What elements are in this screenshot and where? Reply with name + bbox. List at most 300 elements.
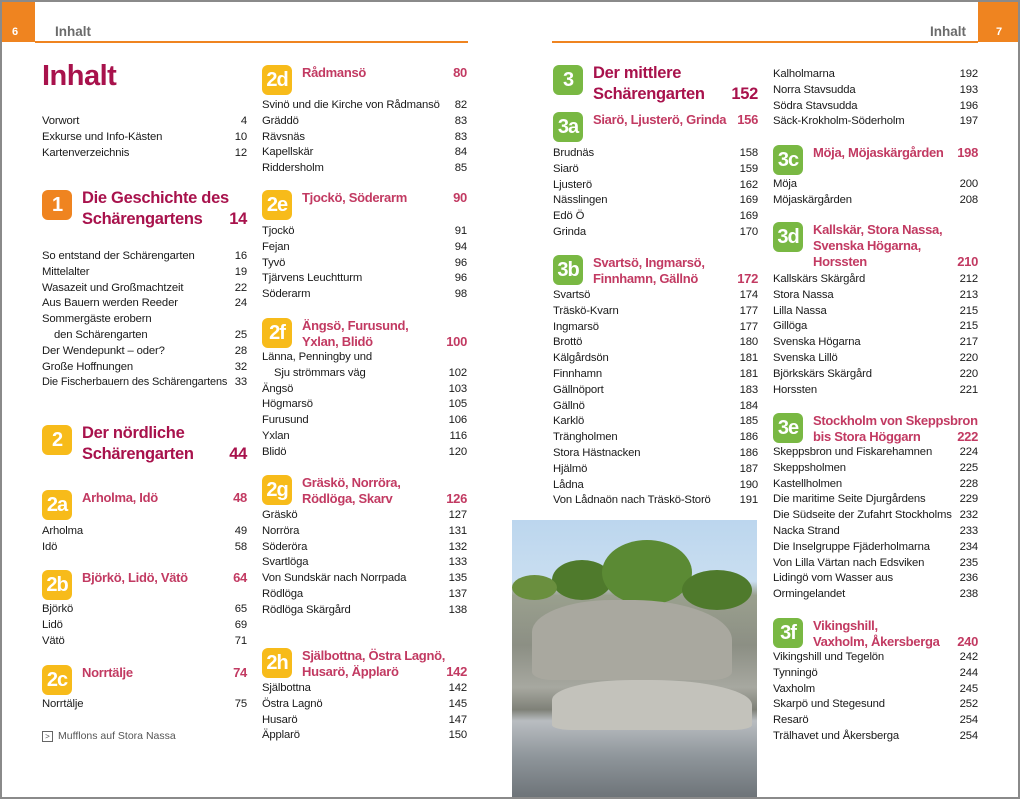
section-heading-line <box>813 145 978 161</box>
section-heading-line <box>813 413 978 429</box>
section-heading-line <box>813 634 978 650</box>
toc-entry[interactable] <box>773 99 978 115</box>
toc-entry[interactable] <box>262 587 467 603</box>
toc-entries <box>262 681 467 744</box>
entry-page: 162 <box>739 178 758 191</box>
toc-entry[interactable] <box>773 351 978 367</box>
toc-entry[interactable] <box>773 556 978 572</box>
entry-page: 225 <box>959 461 978 474</box>
toc-entry[interactable] <box>553 178 758 194</box>
toc-entry[interactable] <box>553 193 758 209</box>
section-title: Björkö, Lidö, Vätö <box>82 570 188 585</box>
entry-label: Von Lådnaön nach Träskö-Storö <box>553 494 711 507</box>
page-number-tab-left <box>0 0 35 42</box>
toc-entry[interactable] <box>773 508 978 524</box>
entry-page: 244 <box>959 666 978 679</box>
entry-page: 220 <box>959 367 978 380</box>
section-title: Ängsö, Furusund, <box>302 318 409 333</box>
entry-page: 158 <box>739 147 758 159</box>
section-page: 142 <box>446 664 467 679</box>
entry-page: 131 <box>448 524 467 537</box>
toc-entry[interactable] <box>553 320 758 336</box>
toc-entry[interactable] <box>262 98 467 114</box>
entry-page: 181 <box>739 367 758 380</box>
entry-page: 83 <box>454 130 467 143</box>
toc-entry[interactable] <box>773 540 978 556</box>
toc-entries <box>262 508 467 619</box>
entry-page: 19 <box>234 265 247 278</box>
toc-entry[interactable] <box>773 697 978 713</box>
section-heading[interactable] <box>82 490 247 506</box>
entry-label: Karklö <box>553 415 585 428</box>
toc-entry[interactable] <box>262 540 467 556</box>
toc-entry[interactable] <box>262 130 467 146</box>
entry-label: Själbottna <box>262 682 311 694</box>
entry-label: Möja <box>773 178 797 190</box>
entry-label: Norröra <box>262 524 300 537</box>
toc-entry[interactable] <box>262 445 467 461</box>
section-badge-1: 1 <box>42 190 72 220</box>
toc-entry[interactable] <box>42 312 247 328</box>
section-heading-line <box>302 318 467 334</box>
toc-entries <box>773 650 978 745</box>
toc-entry[interactable] <box>262 350 467 366</box>
toc-entries <box>773 67 978 130</box>
toc-entry[interactable] <box>262 240 467 256</box>
toc-entry[interactable] <box>773 193 978 209</box>
entry-label: Wasazeit und Großmachtzeit <box>42 281 184 294</box>
section-page: 74 <box>233 665 247 680</box>
entry-label: Gräskö <box>262 509 298 521</box>
entry-page: 102 <box>448 366 467 379</box>
toc-entry[interactable] <box>42 375 247 391</box>
toc-entry[interactable] <box>553 399 758 415</box>
toc-entry[interactable] <box>262 413 467 429</box>
entry-page: 105 <box>448 398 467 411</box>
section-heading[interactable] <box>82 188 247 230</box>
section-page: 240 <box>957 634 978 649</box>
toc-entry[interactable] <box>553 478 758 494</box>
entry-page: 254 <box>959 714 978 727</box>
section-title: Schärengarten <box>82 445 194 463</box>
section-heading[interactable] <box>302 318 467 350</box>
section-title: Finnhamn, Gällnö <box>593 271 698 286</box>
section-title: Rådmansö <box>302 65 367 80</box>
toc-entry[interactable] <box>553 446 758 462</box>
toc-entry[interactable] <box>773 682 978 698</box>
entry-label: Grinda <box>553 225 587 238</box>
entry-page: 32 <box>234 360 247 373</box>
entry-page: 236 <box>959 572 978 585</box>
entry-page: 94 <box>454 240 467 253</box>
toc-entry[interactable] <box>262 382 467 398</box>
toc-entry[interactable] <box>773 383 978 399</box>
entry-page: 193 <box>959 83 978 96</box>
entry-label: Tjärvens Leuchtturm <box>262 272 363 285</box>
entry-label: Lidingö vom Wasser aus <box>773 572 893 585</box>
running-head-right: Inhalt <box>930 24 966 39</box>
entry-page: 133 <box>448 556 467 569</box>
toc-entry[interactable] <box>553 209 758 225</box>
toc-entry[interactable] <box>773 587 978 603</box>
entry-page: 4 <box>240 115 247 127</box>
entry-label: Die maritime Seite Djurgårdens <box>773 493 926 506</box>
entry-page: 98 <box>454 288 467 301</box>
toc-entry[interactable] <box>553 304 758 320</box>
entry-label: Mittelalter <box>42 265 90 278</box>
section-heading-line <box>302 334 467 350</box>
entry-label: Siarö <box>553 162 579 175</box>
section-page: 222 <box>957 429 978 444</box>
toc-entry[interactable] <box>42 114 247 130</box>
toc-entry[interactable] <box>773 461 978 477</box>
section-title: Horssten <box>813 254 867 269</box>
section-heading-line <box>593 255 758 271</box>
toc-entry[interactable] <box>773 571 978 587</box>
toc-entry[interactable] <box>773 114 978 130</box>
toc-entry[interactable] <box>553 335 758 351</box>
section-title: Svenska Högarna, <box>813 238 921 253</box>
entry-label: Finnhamn <box>553 367 603 380</box>
entry-label: Trälhavet und Åkersberga <box>773 729 899 742</box>
toc-entry[interactable] <box>42 296 247 312</box>
toc-entry[interactable] <box>262 697 467 713</box>
toc-entry[interactable] <box>262 603 467 619</box>
entry-page: 190 <box>739 478 758 491</box>
section-heading[interactable] <box>302 190 467 206</box>
section-page: 80 <box>453 65 467 80</box>
entry-page: 183 <box>739 383 758 396</box>
toc-entry[interactable] <box>262 681 467 697</box>
toc-entry[interactable] <box>42 146 247 162</box>
toc-entries <box>42 114 247 161</box>
section-heading-line <box>593 63 758 84</box>
entry-page: 238 <box>959 588 978 601</box>
toc-entry[interactable] <box>773 650 978 666</box>
entry-label: Husarö <box>262 713 298 726</box>
toc-entry[interactable] <box>262 366 467 382</box>
toc-entry[interactable] <box>553 383 758 399</box>
entry-label: Sju strömmars väg <box>274 366 366 379</box>
entry-page: 233 <box>959 524 978 537</box>
entry-label: Gällnöport <box>553 383 604 396</box>
section-heading[interactable] <box>302 65 467 81</box>
entry-label: Södra Stavsudda <box>773 99 858 112</box>
section-badge-3c: 3c <box>773 145 803 175</box>
entry-label: Skarpö und Stegesund <box>773 698 885 711</box>
section-badge-2: 2 <box>42 425 72 455</box>
toc-entry[interactable] <box>42 602 247 618</box>
section-page: 126 <box>446 491 467 506</box>
toc-entry[interactable] <box>42 524 247 540</box>
section-heading[interactable] <box>302 475 467 507</box>
section-heading-line <box>82 188 247 209</box>
entry-label: Äpplarö <box>262 729 300 742</box>
section-title: Husarö, Äpplarö <box>302 664 399 679</box>
toc-entry[interactable] <box>553 225 758 241</box>
section-badge-2b: 2b <box>42 570 72 600</box>
entry-label: Stora Hästnacken <box>553 446 641 459</box>
entry-page: 212 <box>959 273 978 285</box>
toc-entry[interactable] <box>773 83 978 99</box>
entry-label: Högmarsö <box>262 398 313 411</box>
toc-entries <box>42 524 247 556</box>
toc-entry[interactable] <box>553 367 758 383</box>
entry-page: 91 <box>454 225 467 237</box>
toc-entries <box>773 177 978 209</box>
section-heading[interactable] <box>813 413 978 445</box>
entry-page: 25 <box>234 328 247 341</box>
toc-entry[interactable] <box>773 492 978 508</box>
entry-label: Kälgårdsön <box>553 352 609 365</box>
entry-page: 24 <box>234 297 247 310</box>
toc-entries <box>262 98 467 177</box>
entry-page: 186 <box>739 446 758 459</box>
section-badge-3e: 3e <box>773 413 803 443</box>
section-page: 90 <box>453 190 467 205</box>
section-page: 156 <box>737 112 758 127</box>
toc-entry[interactable] <box>773 177 978 193</box>
entry-label: Exkurse und Info-Kästen <box>42 130 163 143</box>
entry-label: Vätö <box>42 634 65 647</box>
section-page: 198 <box>957 145 978 160</box>
toc-entry[interactable] <box>42 360 247 376</box>
entry-page: 232 <box>959 509 978 522</box>
entry-label: Norra Stavsudda <box>773 83 856 96</box>
toc-entry[interactable] <box>773 367 978 383</box>
entry-page: 69 <box>234 618 247 631</box>
entry-label: Die Fischerbauern des Schärengartens <box>42 376 228 389</box>
page-number: 7 <box>996 26 1003 38</box>
toc-entry[interactable] <box>262 571 467 587</box>
toc-entry[interactable] <box>773 666 978 682</box>
entry-label: Brottö <box>553 336 583 349</box>
toc-entry[interactable] <box>262 145 467 161</box>
info-note[interactable] <box>42 730 176 742</box>
entry-page: 12 <box>234 146 247 159</box>
toc-entry[interactable] <box>773 335 978 351</box>
toc-entry[interactable] <box>262 114 467 130</box>
section-heading[interactable] <box>813 145 978 161</box>
entry-label: Von Sundskär nach Norrpada <box>262 572 407 585</box>
toc-entry[interactable] <box>42 328 247 344</box>
entry-label: Horssten <box>773 383 818 396</box>
toc-entry[interactable] <box>262 224 467 240</box>
toc-entry[interactable] <box>773 713 978 729</box>
section-heading-line <box>302 190 467 206</box>
section-title: Tjockö, Söderarm <box>302 190 408 205</box>
section-title: Schärengartens <box>82 210 203 228</box>
entry-page: 174 <box>739 289 758 301</box>
section-heading-line <box>302 475 467 491</box>
entry-page: 159 <box>739 162 758 175</box>
section-heading[interactable] <box>593 63 758 105</box>
toc-entry[interactable] <box>42 634 247 650</box>
entry-page: 197 <box>959 115 978 128</box>
toc-entry[interactable] <box>42 344 247 360</box>
toc-entry[interactable] <box>773 272 978 288</box>
section-page: 14 <box>229 210 247 228</box>
entry-label: Brudnäs <box>553 147 595 159</box>
toc-entry[interactable] <box>773 319 978 335</box>
toc-entry[interactable] <box>773 729 978 745</box>
entry-page: 65 <box>234 603 247 615</box>
entry-label: Lilla Nassa <box>773 304 827 317</box>
toc-entry[interactable] <box>42 130 247 146</box>
entry-label: Svinö und die Kirche von Rådmansö <box>262 99 440 111</box>
section-badge-2a: 2a <box>42 490 72 520</box>
entry-label: Arholma <box>42 525 84 537</box>
entry-label: Norrtälje <box>42 698 84 710</box>
toc-entry[interactable] <box>553 462 758 478</box>
entry-page: 145 <box>448 697 467 710</box>
entry-page: 16 <box>234 250 247 262</box>
entry-page: 22 <box>234 281 247 294</box>
entry-label: Östra Lagnö <box>262 697 323 710</box>
entry-label: Söderarm <box>262 288 311 301</box>
toc-entry[interactable] <box>262 524 467 540</box>
section-heading-line <box>813 238 978 254</box>
entry-page: 10 <box>234 130 247 143</box>
entry-page: 116 <box>449 429 467 442</box>
section-heading[interactable] <box>813 222 978 270</box>
entry-page: 213 <box>959 288 978 301</box>
section-title: Kallskär, Stora Nassa, <box>813 222 943 237</box>
entry-label: Riddersholm <box>262 162 324 175</box>
entry-label: Tyvö <box>262 256 286 269</box>
entry-label: Vikingshill und Tegelön <box>773 651 885 663</box>
entry-page: 234 <box>959 540 978 553</box>
section-badge-2h: 2h <box>262 648 292 678</box>
section-badge-2c: 2c <box>42 665 72 695</box>
toc-column-right-2 <box>773 0 978 799</box>
toc-entries <box>262 350 467 461</box>
section-title: bis Stora Höggarn <box>813 429 921 444</box>
entry-page: 229 <box>959 493 978 506</box>
entry-label: Länna, Penningby und <box>262 351 373 363</box>
toc-entry[interactable] <box>773 67 978 83</box>
section-heading-line <box>82 570 247 586</box>
toc-entry[interactable] <box>553 288 758 304</box>
entry-page: 135 <box>448 572 467 585</box>
section-badge-2e: 2e <box>262 190 292 220</box>
toc-entry[interactable] <box>773 445 978 461</box>
entry-label: Edö Ö <box>553 210 585 223</box>
toc-entry[interactable] <box>553 493 758 509</box>
toc-entry[interactable] <box>262 508 467 524</box>
entry-page: 170 <box>739 225 758 238</box>
toc-entry[interactable] <box>42 618 247 634</box>
entry-page: 215 <box>959 320 978 333</box>
arrow-box-icon: > <box>42 731 53 742</box>
entry-label: Rödlöga <box>262 587 304 600</box>
toc-entry[interactable] <box>262 161 467 177</box>
toc-entry[interactable] <box>553 351 758 367</box>
section-badge-3a: 3a <box>553 112 583 142</box>
section-heading[interactable] <box>593 112 758 128</box>
entry-page: 215 <box>959 304 978 317</box>
entry-label: Björkö <box>42 603 74 615</box>
toc-entry[interactable] <box>262 429 467 445</box>
toc-entry[interactable] <box>262 713 467 729</box>
entry-page: 84 <box>454 146 467 159</box>
toc-entry[interactable] <box>42 265 247 281</box>
section-badge-2d: 2d <box>262 65 292 95</box>
entry-label: Fejan <box>262 240 290 253</box>
toc-entries <box>42 249 247 391</box>
entry-label: Der Wendepunkt – oder? <box>42 344 165 357</box>
entry-page: 217 <box>959 336 978 349</box>
entry-page: 49 <box>234 525 247 537</box>
section-heading[interactable] <box>813 618 978 650</box>
toc-entry[interactable] <box>553 414 758 430</box>
toc-entry[interactable] <box>262 256 467 272</box>
toc-entries <box>42 697 247 713</box>
entry-label: Söderöra <box>262 540 308 553</box>
section-title: Schärengarten <box>593 85 705 103</box>
entry-label: Kalholmarna <box>773 68 835 80</box>
page-number: 6 <box>12 26 19 38</box>
entry-label: Blidö <box>262 445 287 458</box>
entry-label: Von Lilla Värtan nach Edsviken <box>773 556 925 569</box>
toc-entry[interactable] <box>773 304 978 320</box>
entry-page: 75 <box>234 698 247 710</box>
entry-label: Lådna <box>553 478 584 491</box>
entry-label: Kastellholmen <box>773 477 843 490</box>
toc-entry[interactable] <box>42 697 247 713</box>
section-page: 100 <box>446 334 467 349</box>
entry-page: 96 <box>454 256 467 269</box>
section-heading-line <box>302 65 467 81</box>
toc-entry[interactable] <box>262 271 467 287</box>
toc-entry[interactable] <box>553 146 758 162</box>
section-heading-line <box>813 222 978 238</box>
toc-entry[interactable] <box>42 249 247 265</box>
section-title: Norrtälje <box>82 665 133 680</box>
section-heading[interactable] <box>302 648 467 680</box>
section-heading-line <box>813 618 978 634</box>
toc-entry[interactable] <box>262 555 467 571</box>
archipelago-photo <box>512 520 757 799</box>
section-title: Själbottna, Östra Lagnö, <box>302 648 446 663</box>
toc-entry[interactable] <box>773 288 978 304</box>
section-heading[interactable] <box>82 423 247 465</box>
section-heading[interactable] <box>82 570 247 586</box>
section-heading[interactable] <box>593 255 758 287</box>
toc-entry[interactable] <box>773 524 978 540</box>
section-heading-line <box>302 648 467 664</box>
toc-entry[interactable] <box>262 397 467 413</box>
entry-label: Kartenverzeichnis <box>42 146 130 159</box>
entry-page: 137 <box>448 587 467 600</box>
toc-entry[interactable] <box>42 540 247 556</box>
toc-entry[interactable] <box>553 162 758 178</box>
toc-entry[interactable] <box>42 281 247 297</box>
toc-entry[interactable] <box>262 728 467 744</box>
entry-label: Große Hoffnungen <box>42 360 133 373</box>
toc-entry[interactable] <box>553 430 758 446</box>
entry-label: Aus Bauern werden Reeder <box>42 297 178 310</box>
entry-label: Hjälmö <box>553 462 588 475</box>
section-heading[interactable] <box>82 665 247 681</box>
toc-entries <box>262 224 467 303</box>
entry-label: Vorwort <box>42 115 80 127</box>
toc-entry[interactable] <box>773 477 978 493</box>
entry-label: Gillöga <box>773 320 808 333</box>
entry-page: 132 <box>448 540 467 553</box>
entry-page: 196 <box>959 99 978 112</box>
toc-entry[interactable] <box>262 287 467 303</box>
